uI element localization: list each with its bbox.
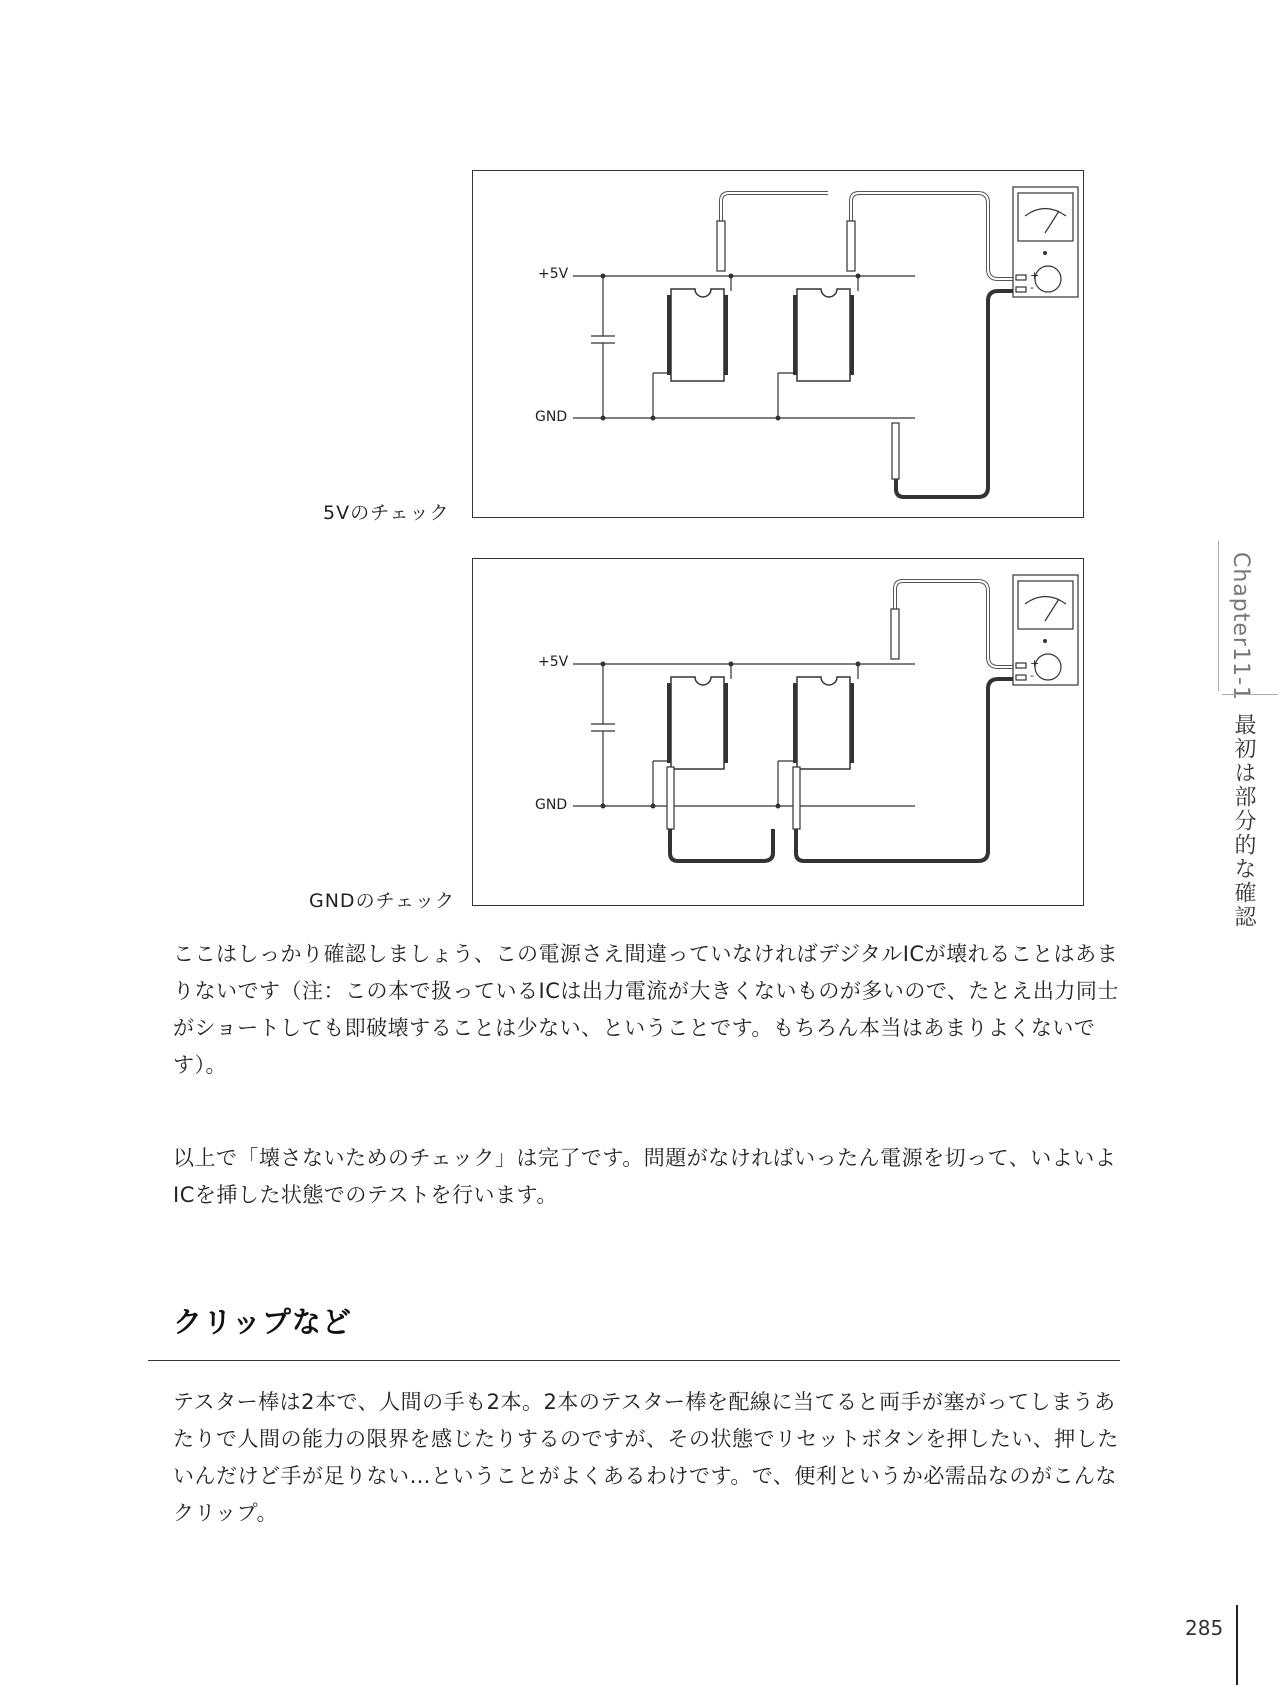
page-number: 285 bbox=[1185, 1616, 1224, 1640]
circuit-diagram-gnd bbox=[473, 559, 1085, 907]
figure1-v5-label: +5V bbox=[538, 266, 569, 282]
side-chapter-label: Chapter11-1 bbox=[1228, 552, 1253, 701]
paragraph-1: ここはしっかり確認しましょう、この電源さえ間違っていなければデジタルICが壊れることはあまりないです（注：この本で扱っているICは出力電流が大きくないものが多いので、たとえ出力同士がショートしても即破壊することは少ない、ということです。もちろん本当はあまりよくないです）。 bbox=[173, 942, 1119, 1077]
figure-5v-check bbox=[472, 170, 1084, 518]
section-heading: クリップなど bbox=[173, 1305, 352, 1339]
circuit-diagram-5v bbox=[473, 171, 1085, 519]
figure1-plus-label: + bbox=[1030, 269, 1040, 282]
figure2-caption: GNDのチェック bbox=[309, 890, 455, 912]
page-number-rule bbox=[1236, 1605, 1238, 1685]
section-paragraph: テスター棒は2本で、人間の手も2本。2本のテスター棒を配線に当てると両手が塞がってしまうあたりで人間の能力の限界を感じたりするのですが、その状態でリセットボタンを押したい、押したいんだけど手が足りない…ということがよくあるわけです。で、便利というか必需品なのがこんなクリップ。 bbox=[173, 1390, 1119, 1525]
heading-rule bbox=[148, 1360, 1120, 1361]
figure1-gnd-label: GND bbox=[535, 409, 568, 425]
figure2-plus-label: + bbox=[1030, 657, 1040, 670]
side-divider-vertical bbox=[1218, 541, 1219, 691]
figure-gnd-check bbox=[472, 558, 1084, 906]
figure2-gnd-label: GND bbox=[535, 797, 568, 813]
side-divider-horizontal bbox=[1222, 694, 1278, 695]
figure2-minus-label: - bbox=[1030, 669, 1034, 682]
figure1-caption: 5Vのチェック bbox=[323, 502, 450, 524]
paragraph-2: 以上で「壊さないためのチェック」は完了です。問題がなければいったん電源を切って、いよいよICを挿した状態でのテストを行います。 bbox=[173, 1146, 1117, 1207]
side-chapter-title: 最初は部分的な確認 bbox=[1231, 713, 1256, 929]
figure2-v5-label: +5V bbox=[538, 654, 569, 670]
figure1-minus-label: - bbox=[1030, 281, 1034, 294]
